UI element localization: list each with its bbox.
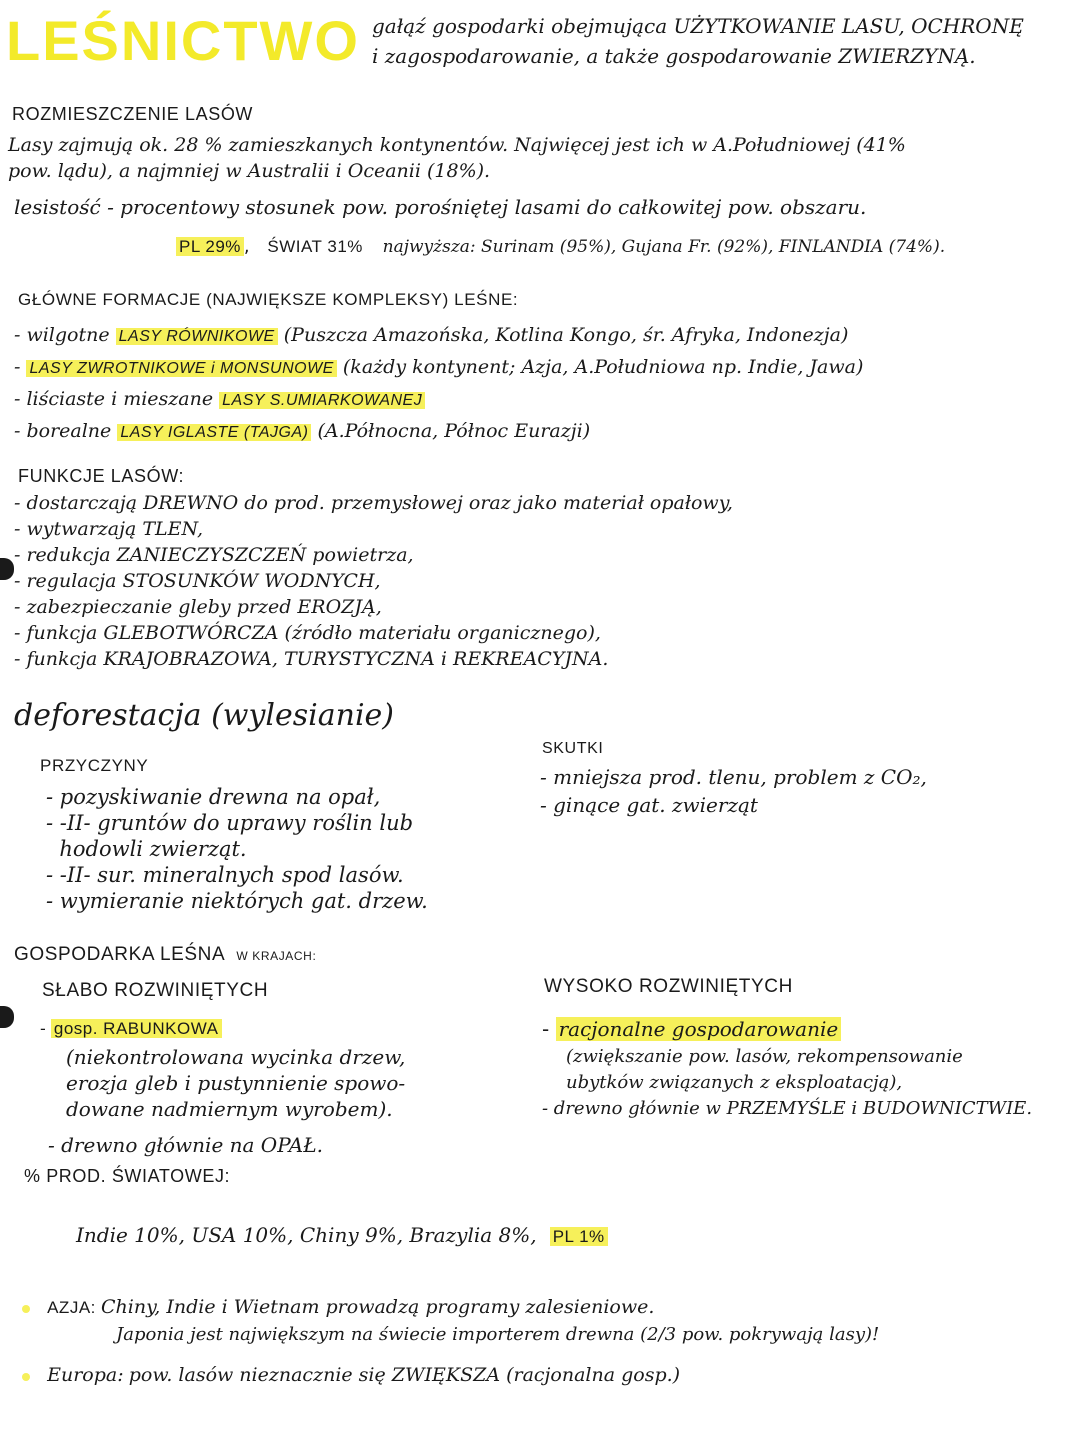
section-heading-formacje: GŁÓWNE FORMACJE (NAJWIĘKSZE KOMPLEKSY) LEŚNE: xyxy=(18,290,519,309)
formacja-highlight: LASY RÓWNIKOWE xyxy=(116,328,278,345)
rozmieszczenie-line-2: pow. lądu), a najmniej w Australii i Oceanii (18%). xyxy=(8,160,491,182)
page-edge-mark xyxy=(0,558,14,580)
funkcja-item: - wytwarzają TLEN, xyxy=(14,516,203,542)
lesistosc-values: PL 29% , ŚWIAT 31% najwyższa: Surinam (95%), Gujana Fr. (92%), FINLANDIA (74%). xyxy=(176,234,945,260)
przyczyna-item: - pozyskiwanie drewna na opał, xyxy=(46,785,381,809)
wysoko-item: - drewno głównie w PRZEMYŚLE i BUDOWNICTWIE. xyxy=(542,1098,1033,1119)
formacja-prefix: liściaste i mieszane xyxy=(26,388,220,410)
produkcja-heading: % PROD. ŚWIATOWEJ: xyxy=(24,1166,231,1186)
azja-label: AZJA: xyxy=(47,1298,96,1317)
azja-line-1 xyxy=(22,1294,654,1321)
formacja-item xyxy=(14,354,863,382)
formacja-dash: - xyxy=(14,324,27,346)
formacja-prefix: wilgotne xyxy=(26,324,116,346)
formacja-item xyxy=(14,322,848,350)
przyczyna-item: - -II- sur. mineralnych spod lasów. xyxy=(46,863,404,887)
przyczyny-heading: PRZYCZYNY xyxy=(40,756,149,775)
gospodarka-heading: GOSPODARKA LEŚNA xyxy=(14,944,226,965)
slabo-rozwinietych-heading: SŁABO ROZWINIĘTYCH xyxy=(42,980,269,1001)
slabo-item: (niekontrolowana wycinka drzew, xyxy=(66,1045,406,1069)
wysoko-main-point: - racjonalne gospodarowanie xyxy=(542,1016,841,1042)
title-definition-line-1: gałąź gospodarki obejmująca UŻYTKOWANIE LASU, OCHRONĘ xyxy=(372,14,1024,38)
racjonalne-gospodarowanie-badge: racjonalne gospodarowanie xyxy=(556,1017,842,1041)
slabo-item: - drewno głównie na OPAŁ. xyxy=(48,1133,323,1157)
wysoko-item: ubytków związanych z eksploatacją), xyxy=(566,1072,903,1093)
funkcja-item: - redukcja ZANIECZYSZCZEŃ powietrza, xyxy=(14,542,414,568)
przyczyna-item: hodowli zwierząt. xyxy=(46,837,247,861)
formacja-suffix: (A.Północna, Północ Eurazji) xyxy=(311,420,591,442)
funkcja-item: - zabezpieczanie gleby przed EROZJĄ, xyxy=(14,594,382,620)
slabo-item: dowane nadmiernym wyrobem). xyxy=(66,1097,393,1121)
europa-text: pow. lasów nieznacznie się ZWIĘKSZA (racjonalna gosp.) xyxy=(128,1364,681,1386)
skutek-item: - ginące gat. zwierząt xyxy=(540,793,758,817)
azja-bullet-icon xyxy=(22,1305,30,1313)
europa-label: Europa: xyxy=(47,1364,124,1386)
produkcja-values xyxy=(76,1222,608,1250)
gosp-rabunkowa-badge: gosp. RABUNKOWA xyxy=(51,1019,222,1038)
section-heading-deforestacja: deforestacja (wylesianie) xyxy=(14,698,395,733)
page-title: LEŚNICTWO xyxy=(6,9,360,72)
funkcja-item: - funkcja KRAJOBRAZOWA, TURYSTYCZNA i REKREACYJNA. xyxy=(14,646,608,672)
najwyzsza-lesistosc: najwyższa: Surinam (95%), Gujana Fr. (92%), FINLANDIA (74%). xyxy=(382,237,946,257)
przyczyna-item: - wymieranie niektórych gat. drzew. xyxy=(46,889,428,913)
azja-text-1: Chiny, Indie i Wietnam prowadzą programy zalesieniowe. xyxy=(100,1296,655,1318)
gospodarka-heading-small: W KRAJACH: xyxy=(236,949,317,963)
formacja-highlight: LASY IGLASTE (TAJGA) xyxy=(117,424,311,441)
europa-bullet-icon xyxy=(22,1373,30,1381)
funkcja-item: - regulacja STOSUNKÓW WODNYCH, xyxy=(14,568,381,594)
przyczyna-item: - -II- gruntów do uprawy roślin lub xyxy=(46,811,414,835)
wysoko-rozwinietych-heading: WYSOKO ROZWINIĘTYCH xyxy=(544,976,793,997)
formacja-item xyxy=(14,386,425,414)
wysoko-item: (zwiększanie pow. lasów, rekompensowanie xyxy=(566,1046,963,1067)
page-edge-mark-2 xyxy=(0,1006,14,1028)
formacja-dash: - xyxy=(14,356,27,378)
funkcja-item: - funkcja GLEBOTWÓRCZA (źródło materiału organicznego), xyxy=(14,620,601,646)
pl-lesistosc-badge: PL 29% xyxy=(176,237,244,256)
azja-line-2: Japonia jest największym na świecie importerem drewna (2/3 pow. pokrywają lasy)! xyxy=(116,1324,880,1345)
skutek-item: - mniejsza prod. tlenu, problem z CO₂, xyxy=(540,765,927,789)
formacja-dash: - xyxy=(14,388,27,410)
lesistosc-label: lesistość xyxy=(14,195,101,219)
formacja-highlight: LASY ZWROTNIKOWE i MONSUNOWE xyxy=(26,360,336,377)
pl-produkcja-badge: PL 1% xyxy=(550,1227,608,1246)
slabo-main-point: - gosp. RABUNKOWA xyxy=(40,1016,222,1042)
formacja-highlight: LASY S.UMIARKOWANEJ xyxy=(219,392,425,409)
lesistosc-definition xyxy=(14,194,866,220)
section-heading-rozmieszczenie: ROZMIESZCZENIE LASÓW xyxy=(12,104,254,124)
produkcja-countries: Indie 10%, USA 10%, Chiny 9%, Brazylia 8%, xyxy=(76,1223,537,1247)
section-heading-gospodarka xyxy=(14,944,316,966)
formacja-suffix: (Puszcza Amazońska, Kotlina Kongo, śr. Afryka, Indonezja) xyxy=(277,324,849,346)
formacja-dash: - xyxy=(14,420,27,442)
section-heading-funkcje: FUNKCJE LASÓW: xyxy=(18,466,185,486)
formacja-item xyxy=(14,418,590,446)
skutki-heading: SKUTKI xyxy=(542,740,604,757)
rozmieszczenie-line-1: Lasy zajmują ok. 28 % zamieszkanych kontynentów. Najwięcej jest ich w A.Południowej (41% xyxy=(8,134,906,156)
lesistosc-text: - procentowy stosunek pow. porośniętej lasami do całkowitej pow. obszaru. xyxy=(107,195,867,219)
formacja-prefix: borealne xyxy=(26,420,118,442)
swiat-lesistosc: ŚWIAT 31% xyxy=(267,237,363,256)
funkcja-item: - dostarczają DREWNO do prod. przemysłowej oraz jako materiał opałowy, xyxy=(14,490,733,516)
europa-line xyxy=(22,1362,680,1389)
formacja-suffix: (każdy kontynent; Azja, A.Południowa np. Indie, Jawa) xyxy=(336,356,864,378)
slabo-item: erozja gleb i pustynnienie spowo- xyxy=(66,1071,406,1095)
title-definition-line-2: i zagospodarowanie, a także gospodarowanie ZWIERZYNĄ. xyxy=(372,44,976,68)
